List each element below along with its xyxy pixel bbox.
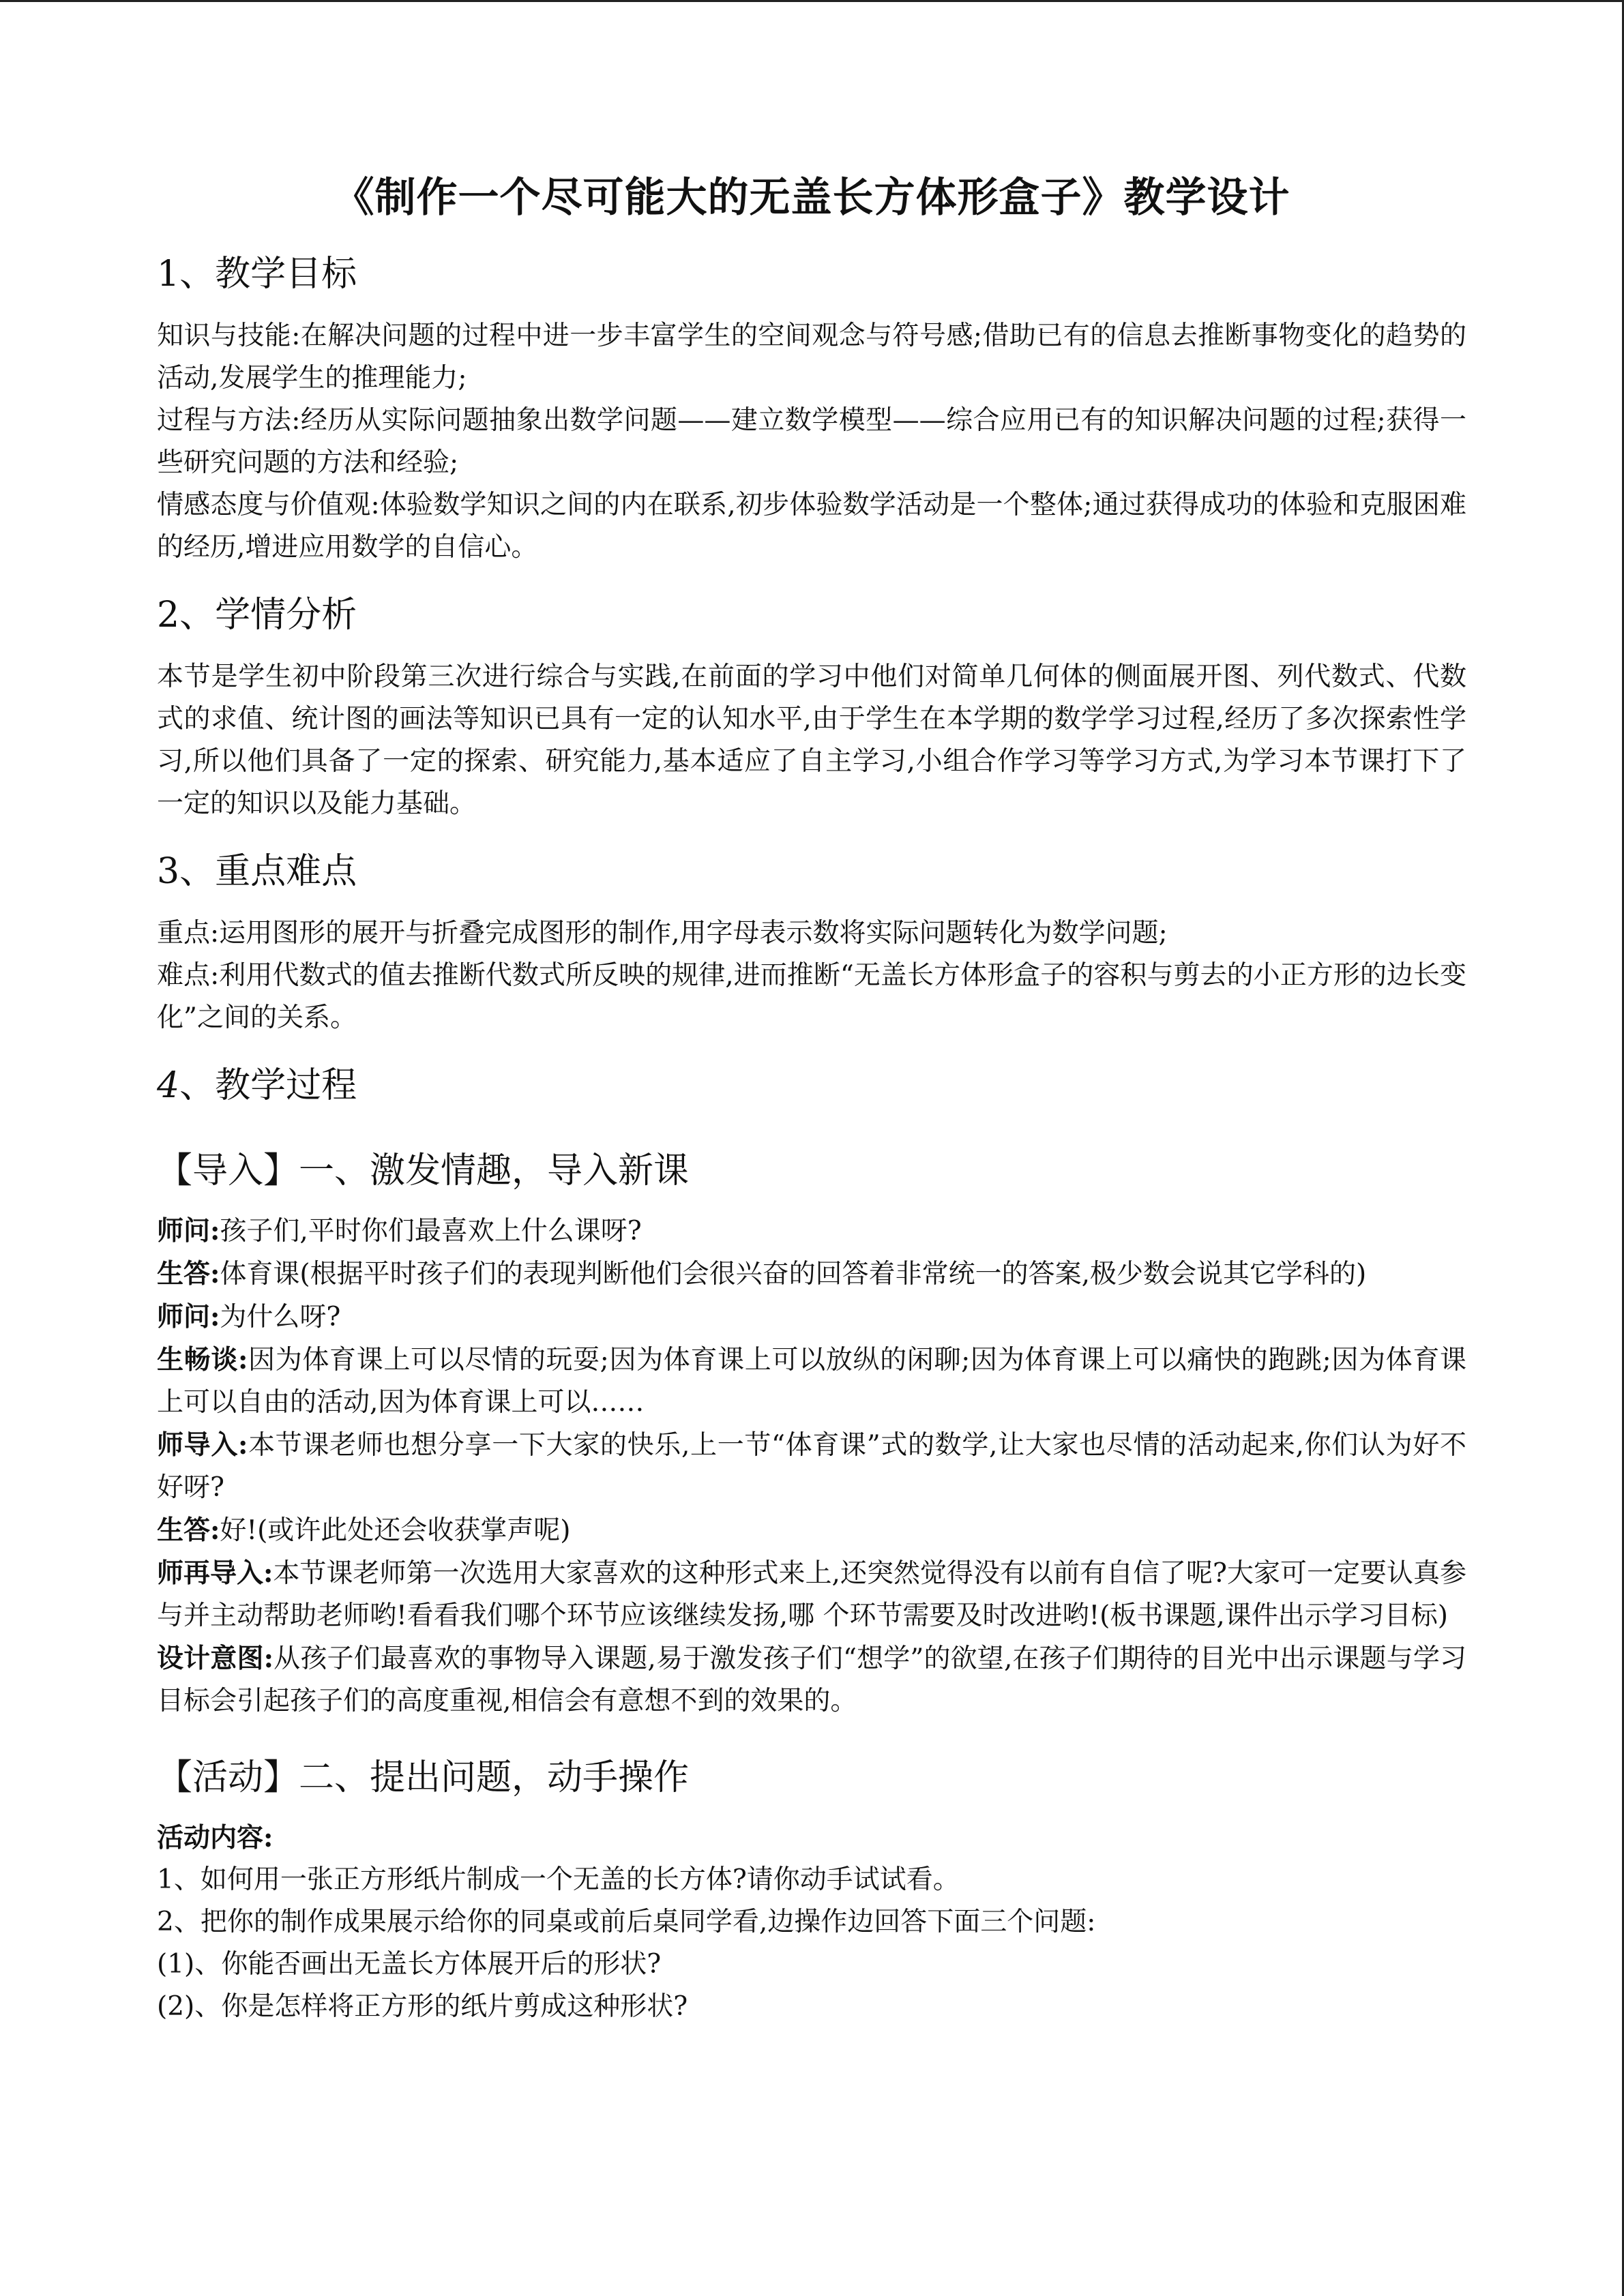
dialog-speaker: 师导入: <box>157 1429 248 1461</box>
dialog-text: 为什么呀? <box>220 1302 341 1332</box>
goal-knowledge-paragraph: 知识与技能:在解决问题的过程中进一步丰富学生的空间观念与符号感;借助已有的信息去推断事物变化的趋势的活动,发展学生的推理能力; <box>157 320 1466 393</box>
intro-heading: 【导入】一、激发情趣，导入新课 <box>157 1150 690 1191</box>
section-number: 4 <box>157 1065 180 1106</box>
activity-heading: 【活动】二、提出问题，动手操作 <box>157 1757 690 1798</box>
dialog-speaker: 师问: <box>157 1215 220 1247</box>
section-teaching-goals <box>157 247 1466 569</box>
dialog-line <box>157 1424 1466 1509</box>
dialog-speaker: 师问: <box>157 1301 220 1332</box>
dialog-line <box>157 1253 1466 1296</box>
dialog-text: 因为体育课上可以尽情的玩耍;因为体育课上可以放纵的闲聊;因为体育课上可以痛快的跑跳;因为体育课上可以自由的活动,因为体育课上可以…… <box>157 1345 1466 1418</box>
dialog-text: 好!(或许此处还会收获掌声呢) <box>220 1515 571 1546</box>
dialog-line <box>157 1210 1466 1253</box>
goal-process-paragraph: 过程与方法:经历从实际问题抽象出数学问题——建立数学模型——综合应用已有的知识解决问题的过程;获得一些研究问题的方法和经验; <box>157 405 1466 478</box>
dialog-speaker: 师再导入: <box>157 1557 274 1589</box>
dialog-speaker: 设计意图: <box>157 1643 274 1674</box>
activity-item: 2、把你的制作成果展示给你的同桌或前后桌同学看,边操作边回答下面三个问题: <box>157 1907 1096 1937</box>
dialog-line <box>157 1637 1466 1723</box>
dialog-text: 从孩子们最喜欢的事物导入课题,易于激发孩子们“想学”的欲望,在孩子们期待的目光中出示课题与学习目标会引起孩子们的高度重视,相信会有意想不到的效果的。 <box>157 1643 1467 1716</box>
dialog-speaker: 生答: <box>157 1258 220 1289</box>
dialog-speaker: 生畅谈: <box>157 1344 248 1375</box>
section-heading-analysis: 2、学情分析 <box>157 595 357 636</box>
section-heading-goals: 1、教学目标 <box>157 254 357 295</box>
page-top-border <box>0 0 1624 2</box>
dialog-text: 本节课老师第一次选用大家喜欢的这种形式来上,还突然觉得没有以前有自信了呢?大家可一定要认真参与并主动帮助老师哟!看看我们哪个环节应该继续发扬,哪 个环节需要及时改进哟!(板书课题,课件出示学习目标) <box>157 1558 1466 1631</box>
dialog-line <box>157 1296 1466 1339</box>
section-student-analysis <box>157 588 1466 825</box>
activity-item: (1)、你能否画出无盖长方体展开后的形状? <box>157 1949 662 1980</box>
dialog-line <box>157 1509 1466 1552</box>
dialog-speaker: 生答: <box>157 1515 220 1546</box>
dialog-line <box>157 1552 1466 1637</box>
activity-item: (2)、你是怎样将正方形的纸片剪成这种形状? <box>157 1991 688 2022</box>
analysis-paragraph: 本节是学生初中阶段第三次进行综合与实践,在前面的学习中他们对简单几何体的侧面展开图、列代数式、代数式的求值、统计图的画法等知识已具有一定的认知水平,由于学生在本学期的数学学习过程,经历了多次探索性学习,所以他们具备了一定的探索、研究能力,基本适应了自主学习,小组合作学习等学习方式,为学习本节课打下了一定的知识以及能力基础。 <box>157 661 1466 819</box>
section-heading-process-text: 、教学过程 <box>179 1065 357 1106</box>
section-key-points <box>157 844 1466 1039</box>
dialog-line <box>157 1339 1466 1424</box>
document-title: 《制作一个尽可能大的无盖长方体形盒子》教学设计 <box>333 174 1290 222</box>
dialog-text: 体育课(根据平时孩子们的表现判断他们会很兴奋的回答着非常统一的答案,极少数会说其它学科的) <box>220 1259 1367 1289</box>
document-body <box>157 164 1466 2028</box>
key-point-paragraph: 重点:运用图形的展开与折叠完成图形的制作,用字母表示数将实际问题转化为数学问题; <box>157 918 1168 949</box>
activity-content-label: 活动内容: <box>157 1822 274 1853</box>
difficulty-paragraph: 难点:利用代数式的值去推断代数式所反映的规律,进而推断“无盖长方体形盒子的容积与剪去的小正方形的边长变化”之间的关系。 <box>157 960 1466 1033</box>
goal-emotion-paragraph: 情感态度与价值观:体验数学知识之间的内在联系,初步体验数学活动是一个整体;通过获得成功的体验和克服困难的经历,增进应用数学的自信心。 <box>157 490 1466 563</box>
dialog-text: 本节课老师也想分享一下大家的快乐,上一节“体育课”式的数学,让大家也尽情的活动起来,你们认为好不好呀? <box>157 1430 1466 1503</box>
activity-item: 1、如何用一张正方形纸片制成一个无盖的长方体?请你动手试试看。 <box>157 1864 960 1895</box>
dialog-text: 孩子们,平时你们最喜欢上什么课呀? <box>220 1216 642 1247</box>
section-heading-key-points: 3、重点难点 <box>157 851 357 892</box>
section-heading-process <box>157 1058 1466 1113</box>
